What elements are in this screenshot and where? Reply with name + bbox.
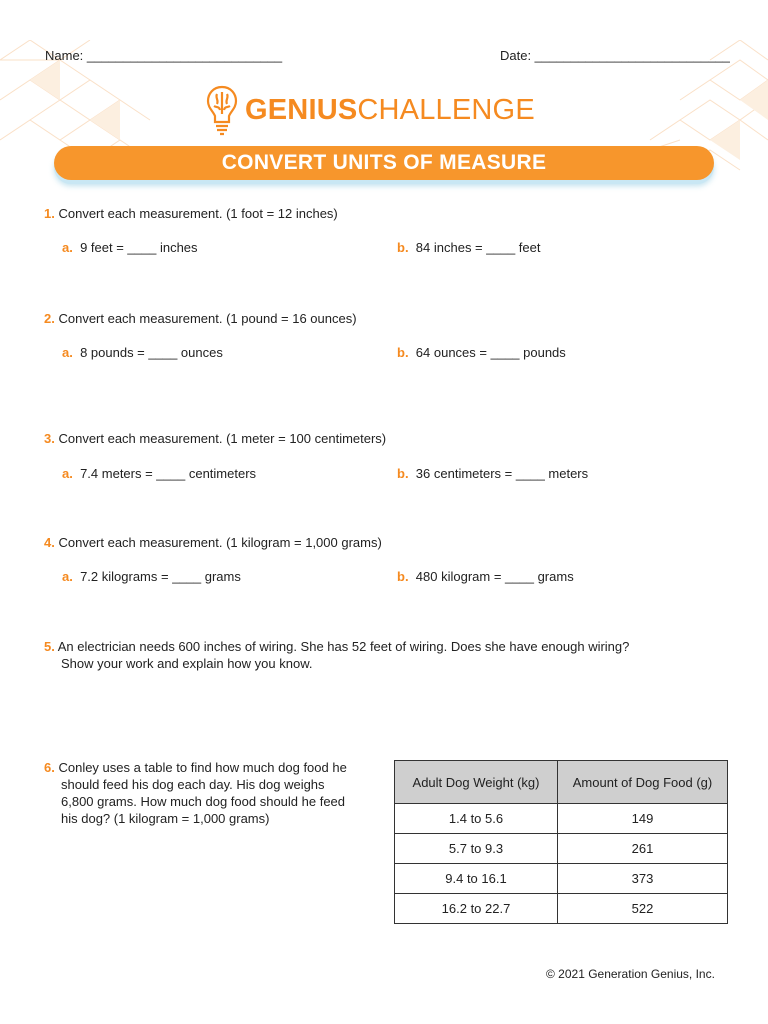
part-text: 9 feet = ____ inches (80, 240, 198, 255)
food-cell: 261 (558, 834, 728, 864)
question-6-line-3: 6,800 grams. How much dog food should he feed (61, 794, 346, 809)
dog-food-table (394, 760, 728, 924)
food-cell: 149 (558, 804, 728, 834)
table-row (395, 864, 728, 894)
question-2b (397, 345, 566, 361)
title-banner (54, 146, 714, 180)
part-text: 7.4 meters = ____ centimeters (80, 466, 257, 481)
weight-cell: 5.7 to 9.3 (395, 834, 558, 864)
lightbulb-brain-icon (205, 84, 239, 136)
question-5-line-2: Show your work and explain how you know. (61, 656, 313, 671)
food-cell: 373 (558, 864, 728, 894)
question-number: 3. (44, 431, 55, 446)
question-number: 6. (44, 760, 55, 775)
copyright: © 2021 Generation Genius, Inc. (546, 967, 715, 981)
name-field[interactable]: Name: ___________________________ (45, 48, 283, 63)
question-6-line-4: his dog? (1 kilogram = 1,000 grams) (61, 811, 270, 826)
table-row (395, 834, 728, 864)
question-6-line-2: should feed his dog each day. His dog weighs (61, 777, 325, 792)
part-text: 480 kilogram = ____ grams (415, 569, 574, 584)
question-prompt: Convert each measurement. (1 pound = 16 ounces) (58, 311, 357, 326)
table-row (395, 804, 728, 834)
question-number: 2. (44, 311, 55, 326)
question-1 (44, 206, 338, 222)
question-3b (397, 466, 588, 482)
part-label: a. (62, 240, 73, 255)
logo-text: GENIUSCHALLENGE (245, 93, 535, 126)
part-text: 64 ounces = ____ pounds (415, 345, 566, 360)
question-number: 5. (44, 639, 55, 654)
genius-challenge-logo (205, 84, 535, 136)
page-title: CONVERT UNITS OF MEASURE (221, 151, 547, 174)
part-label: b. (397, 345, 409, 360)
date-field[interactable]: Date: ___________________________ (500, 48, 730, 63)
table-header-row (395, 761, 728, 804)
question-2a (62, 345, 223, 361)
food-cell: 522 (558, 894, 728, 924)
question-4 (44, 535, 382, 551)
column-header: Adult Dog Weight (kg) (395, 761, 558, 804)
part-text: 36 centimeters = ____ meters (415, 466, 589, 481)
part-label: b. (397, 466, 409, 481)
question-prompt: Convert each measurement. (1 foot = 12 inches) (58, 206, 338, 221)
question-line: Conley uses a table to find how much dog food he (58, 760, 347, 775)
column-header: Amount of Dog Food (g) (558, 761, 728, 804)
part-label: b. (397, 569, 409, 584)
question-line: An electrician needs 600 inches of wiring. She has 52 feet of wiring. Does she have enough wiring? (57, 639, 630, 654)
weight-cell: 16.2 to 22.7 (395, 894, 558, 924)
part-label: a. (62, 345, 73, 360)
question-prompt: Convert each measurement. (1 kilogram = 1,000 grams) (58, 535, 382, 550)
weight-cell: 9.4 to 16.1 (395, 864, 558, 894)
part-label: b. (397, 240, 409, 255)
question-5 (44, 639, 629, 655)
part-label: a. (62, 466, 73, 481)
part-label: a. (62, 569, 73, 584)
question-number: 1. (44, 206, 55, 221)
question-4a (62, 569, 241, 585)
question-prompt: Convert each measurement. (1 meter = 100 centimeters) (58, 431, 387, 446)
part-text: 84 inches = ____ feet (415, 240, 541, 255)
question-1b (397, 240, 540, 256)
question-3a (62, 466, 256, 482)
question-4b (397, 569, 574, 585)
question-number: 4. (44, 535, 55, 550)
question-6 (44, 760, 347, 776)
question-1a (62, 240, 198, 256)
table-row (395, 894, 728, 924)
question-2 (44, 311, 357, 327)
weight-cell: 1.4 to 5.6 (395, 804, 558, 834)
part-text: 7.2 kilograms = ____ grams (80, 569, 241, 584)
question-3 (44, 431, 386, 447)
part-text: 8 pounds = ____ ounces (80, 345, 223, 360)
